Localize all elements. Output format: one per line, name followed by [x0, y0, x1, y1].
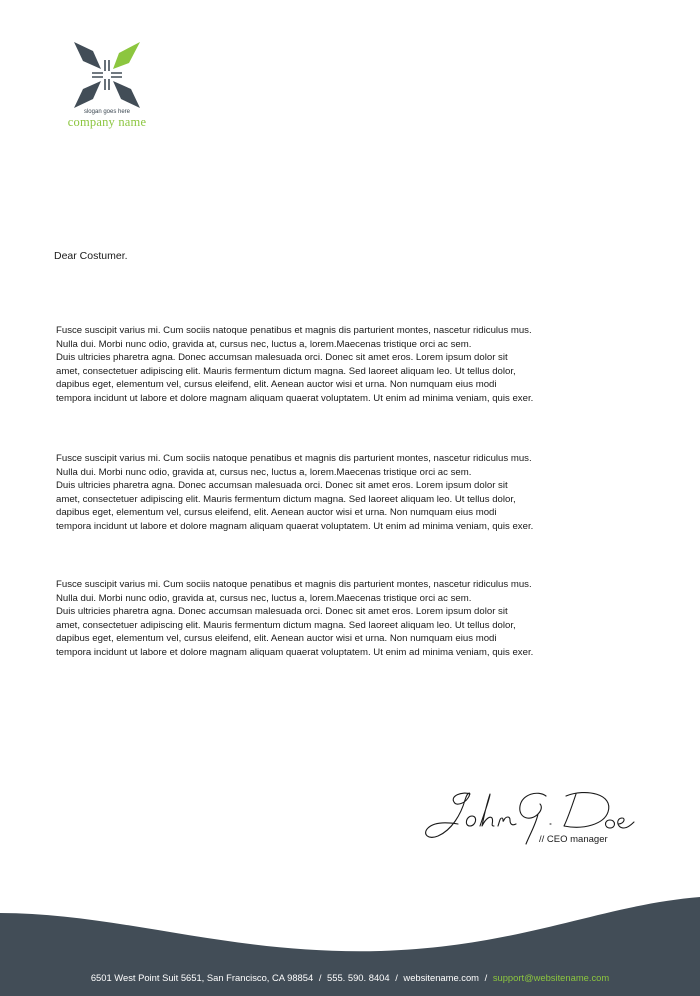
slogan: slogan goes here: [83, 109, 131, 115]
footer-contact: [0, 972, 700, 983]
footer-separator: /: [395, 972, 398, 983]
footer-website[interactable]: websitename.com: [403, 972, 479, 983]
paragraph-2: Fusce suscipit varius mi. Cum sociis natoque penatibus et magnis dis parturient montes, nascetur ridiculus mus. Nulla dui. Morbi nunc odio, gravida at, cursus nec, luctus a, lorem.Maecenas tristique orci ac sem. Duis ultricies pharetra agna. Donec accumsan malesuada orci. Donec sit amet eros. Lorem ipsum dolor sit amet, consectetuer adipiscing elit. Mauris fermentum dictum magna. Sed laoreet aliquam leo. Ut tellus dolor, dapibus eget, elementum vel, cursus eleifend, elit. Aenean auctor wisi et urna. Non numquam eius modi tempora incidunt ut labore et dolore magnam aliquam quaerat voluptatem. Ut enim ad minima veniam, quis exer.: [56, 453, 534, 532]
footer-email[interactable]: support@websitename.com: [492, 972, 610, 983]
greeting: Dear Costumer.: [54, 250, 128, 262]
paragraph-1: Fusce suscipit varius mi. Cum sociis natoque penatibus et magnis dis parturient montes, nascetur ridiculus mus. Nulla dui. Morbi nunc odio, gravida at, cursus nec, luctus a, lorem.Maecenas tristique orci ac sem. Duis ultricies pharetra agna. Donec accumsan malesuada orci. Donec sit amet eros. Lorem ipsum dolor sit amet, consectetuer adipiscing elit. Mauris fermentum dictum magna. Sed laoreet aliquam leo. Ut tellus dolor, dapibus eget, elementum vel, cursus eleifend, elit. Aenean auctor wisi et urna. Non numquam eius modi tempora incidunt ut labore et dolore magnam aliquam quaerat voluptatem. Ut enim ad minima veniam, quis exer.: [56, 325, 534, 404]
company-name: company name: [67, 115, 147, 129]
footer-address: 6501 West Point Suit 5651, San Francisco, CA 98854: [90, 972, 314, 983]
paragraph-3: Fusce suscipit varius mi. Cum sociis natoque penatibus et magnis dis parturient montes, nascetur ridiculus mus. Nulla dui. Morbi nunc odio, gravida at, cursus nec, luctus a, lorem.Maecenas tristique orci ac sem. Duis ultricies pharetra agna. Donec accumsan malesuada orci. Donec sit amet eros. Lorem ipsum dolor sit amet, consectetuer adipiscing elit. Mauris fermentum dictum magna. Sed laoreet aliquam leo. Ut tellus dolor, dapibus eget, elementum vel, cursus eleifend, elit. Aenean auctor wisi et urna. Non numquam eius modi tempora incidunt ut labore et dolore magnam aliquam quaerat voluptatem. Ut enim ad minima veniam, quis exer.: [56, 579, 534, 658]
footer-separator: /: [318, 972, 322, 983]
signer-title: // CEO manager: [539, 834, 608, 845]
signature: [418, 780, 648, 850]
footer-phone: 555. 590. 8404: [327, 972, 390, 983]
logo-icon: [72, 40, 142, 110]
footer-separator: /: [484, 972, 488, 983]
